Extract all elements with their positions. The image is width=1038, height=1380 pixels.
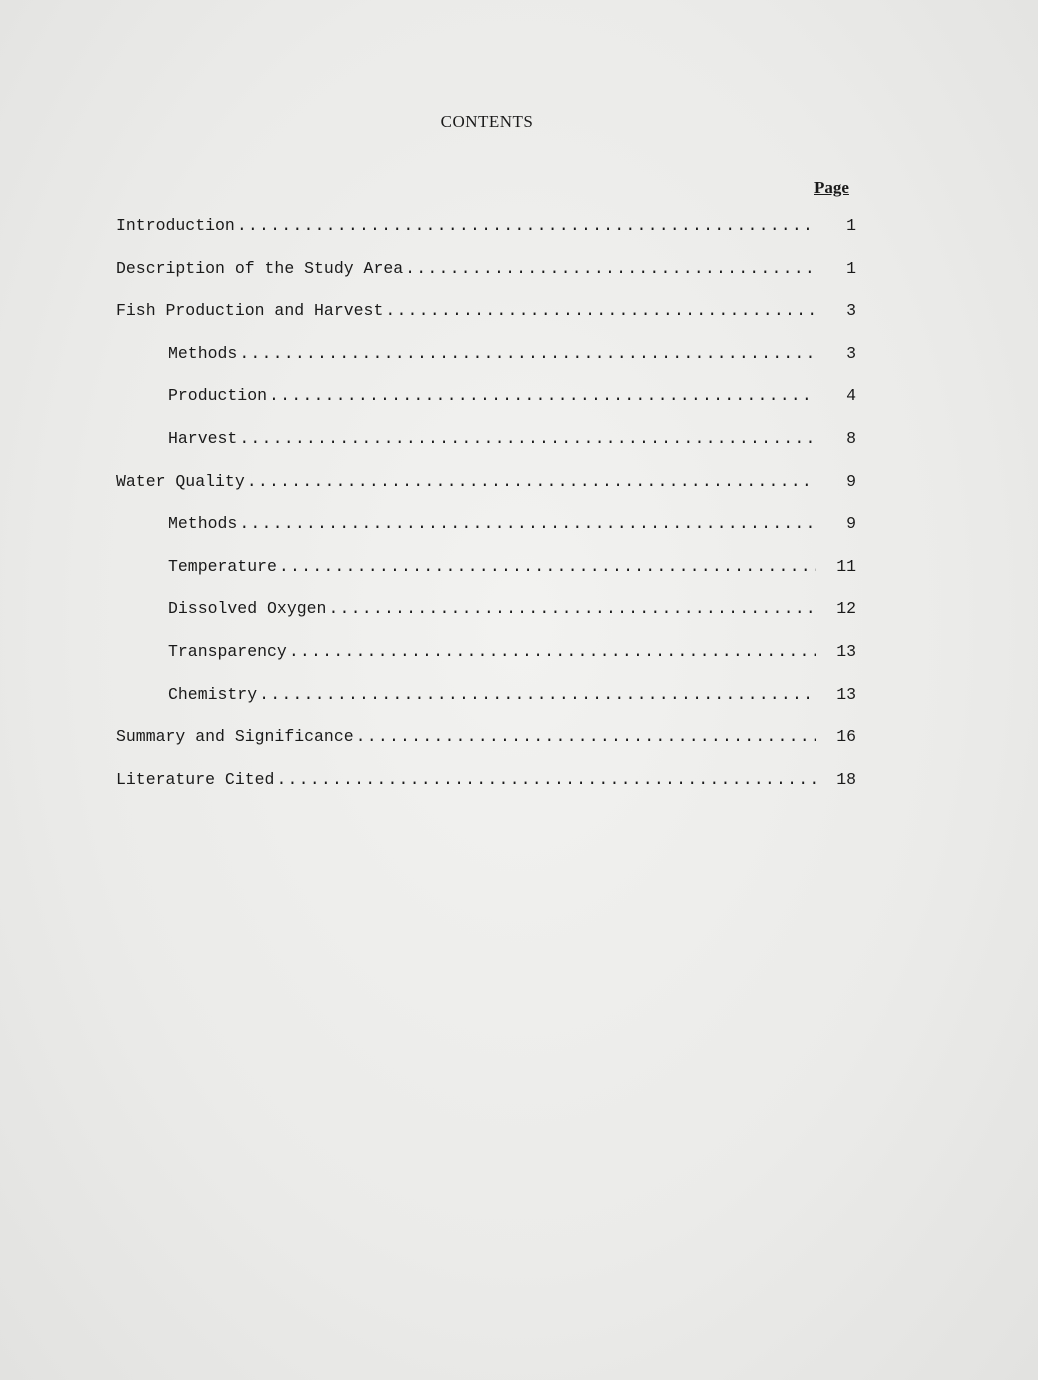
toc-entry-fish-production [116, 301, 856, 344]
toc-entry-label: Production [168, 386, 268, 406]
dot-leader [269, 386, 816, 405]
toc-entry-page: 16 [836, 727, 856, 747]
toc-entry-transparency [116, 642, 856, 685]
toc-entry-page: 9 [846, 471, 856, 491]
toc-entry-water-quality [116, 472, 856, 515]
toc-entry-page: 11 [836, 556, 856, 576]
toc-entry-harvest [116, 429, 856, 472]
toc-entry-summary [116, 727, 856, 770]
page-title: CONTENTS [440, 112, 534, 131]
dot-leader [356, 727, 816, 746]
toc-entry-production [116, 386, 856, 429]
toc-entry-chemistry [116, 685, 856, 728]
toc-entry-dissolved-oxygen [116, 599, 856, 642]
toc-entry-introduction [116, 216, 856, 259]
toc-entry-page: 18 [836, 769, 856, 789]
toc-entry-page: 1 [846, 216, 856, 235]
toc-entry-page: 8 [846, 428, 856, 448]
toc-entry-temperature [116, 557, 856, 600]
toc-entry-label: Summary and Significance [116, 727, 354, 747]
toc-entry-label: Transparency [168, 641, 287, 661]
toc-entry-literature-cited [116, 770, 856, 813]
toc-entry-page: 12 [836, 599, 856, 619]
toc-entry-page: 4 [846, 386, 856, 406]
toc-entry-page: 13 [836, 684, 856, 704]
toc-entry-page: 3 [846, 343, 856, 363]
toc-entry-label: Chemistry [168, 684, 258, 704]
dot-leader [239, 344, 816, 363]
dot-leader [385, 301, 816, 320]
dot-leader [279, 557, 816, 576]
dot-leader [289, 642, 816, 661]
toc-entry-label: Methods [168, 343, 238, 363]
dot-leader [259, 685, 816, 704]
toc-entry-label: Fish Production and Harvest [116, 301, 384, 321]
toc-entry-label: Temperature [168, 556, 277, 576]
toc-entry-page: 1 [846, 258, 856, 278]
toc-entry-study-area [116, 259, 856, 302]
toc-entry-label: Methods [168, 514, 238, 534]
dot-leader [405, 259, 816, 278]
toc-entry-label: Introduction [116, 216, 235, 235]
toc-entry-water-methods [116, 514, 856, 557]
toc-entry-label: Literature Cited [116, 769, 275, 789]
page-column-header: Page [814, 178, 849, 197]
toc-entry-label: Harvest [168, 428, 238, 448]
toc-entry-label: Water Quality [116, 471, 245, 491]
dot-leader [239, 514, 816, 533]
toc-entry-page: 9 [846, 514, 856, 534]
dot-leader [328, 599, 816, 618]
table-of-contents [116, 216, 856, 812]
dot-leader [237, 216, 816, 235]
toc-entry-page: 13 [836, 641, 856, 661]
dot-leader [247, 472, 816, 491]
dot-leader [276, 770, 816, 789]
toc-entry-label: Description of the Study Area [116, 258, 404, 278]
dot-leader [239, 429, 816, 448]
toc-entry-fish-methods [116, 344, 856, 387]
toc-entry-page: 3 [846, 301, 856, 321]
toc-entry-label: Dissolved Oxygen [168, 599, 327, 619]
